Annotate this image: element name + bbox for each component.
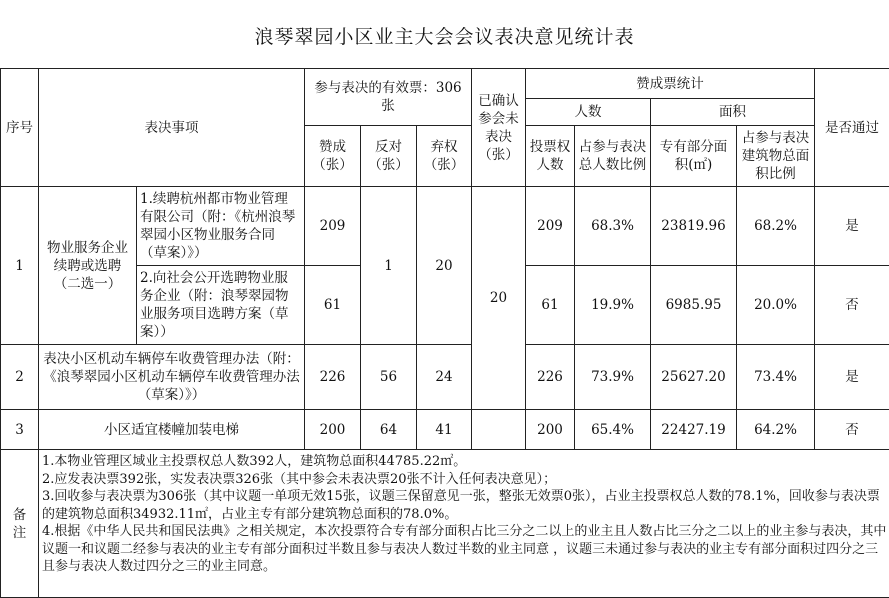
table-row bbox=[1, 345, 889, 410]
header-matter: 表决事项 bbox=[39, 69, 305, 187]
header-vote-people: 投票权人数 bbox=[526, 126, 575, 187]
row-seq: 1 bbox=[1, 187, 39, 345]
header-people-ratio: 占参与表决总人数比例 bbox=[575, 126, 651, 187]
row-area-ratio: 64.2% bbox=[737, 410, 815, 450]
note-item: 1.本物业管理区域业主投票权总人数392人，建筑物总面积44785.22㎡。 bbox=[42, 454, 467, 469]
row-matter: 物业服务企业续聘或选聘（二选一） bbox=[39, 187, 137, 345]
header-abstain: 弃权（张） bbox=[417, 126, 472, 187]
row-people: 226 bbox=[526, 345, 575, 410]
row-agree: 61 bbox=[305, 266, 361, 345]
note-item: 4.根据《中华人民共和国民法典》之相关规定，本次投票符合专有部分面积占比三分之二以上的业主且人数占比三分之二以上的业主参与表决，其中议题一和议题二经参与表决的业主专有部分面积过半数且参与表决人数过半数的业主同意 ，议题三未通过参与表决的业主专有部分面积过四分之三且参与表决人数过四分之三的业主同意。 bbox=[42, 524, 887, 574]
header-area: 面积 bbox=[651, 99, 815, 126]
row-abstain: 41 bbox=[417, 410, 472, 450]
row-passed: 是 bbox=[815, 345, 889, 410]
row-area: 22427.19 bbox=[651, 410, 737, 450]
row-passed: 否 bbox=[815, 410, 889, 450]
row-passed: 否 bbox=[815, 266, 889, 345]
row-seq: 3 bbox=[1, 410, 39, 450]
notes-row bbox=[1, 450, 889, 598]
notes-label: 备注 bbox=[1, 450, 39, 598]
row-oppose: 56 bbox=[361, 345, 417, 410]
header-seq: 序号 bbox=[1, 69, 39, 187]
header-people: 人数 bbox=[526, 99, 651, 126]
row-area: 6985.95 bbox=[651, 266, 737, 345]
header-exclusive-area: 专有部分面积(㎡) bbox=[651, 126, 737, 187]
notes-content bbox=[39, 450, 889, 598]
row-passed: 是 bbox=[815, 187, 889, 266]
row-agree: 200 bbox=[305, 410, 361, 450]
row-oppose: 64 bbox=[361, 410, 417, 450]
row-people: 61 bbox=[526, 266, 575, 345]
page-title: 浪琴翠园小区业主大会会议表决意见统计表 bbox=[254, 26, 635, 48]
header-stats: 赞成票统计 bbox=[526, 69, 815, 99]
row-abstain: 20 bbox=[417, 187, 472, 345]
row-people-ratio: 19.9% bbox=[575, 266, 651, 345]
row-agree: 226 bbox=[305, 345, 361, 410]
row-abstain: 24 bbox=[417, 345, 472, 410]
row-people: 200 bbox=[526, 410, 575, 450]
header-area-ratio: 占参与表决建筑物总面积比例 bbox=[737, 126, 815, 187]
row-people-ratio: 65.4% bbox=[575, 410, 651, 450]
row-option-text: 1.续聘杭州都市物业管理有限公司（附：《杭州浪琴翠园小区物业服务合同（草案）》） bbox=[137, 187, 305, 266]
row-agree: 209 bbox=[305, 187, 361, 266]
row-unvoted bbox=[472, 410, 526, 450]
row-area-ratio: 73.4% bbox=[737, 345, 815, 410]
row-oppose: 1 bbox=[361, 187, 417, 345]
row-people-ratio: 68.3% bbox=[575, 187, 651, 266]
header-oppose: 反对（张） bbox=[361, 126, 417, 187]
note-item: 3.回收参与表决票为306张（其中议题一单项无效15张，议题三保留意见一张，整张无效票0张），占业主投票权总人数的78.1%，回收参与表决票的建筑物总面积34932.11㎡，占业主专有部分建筑物总面积的78.0%。 bbox=[42, 489, 880, 522]
row-matter: 表决小区机动车辆停车收费管理办法（附：《浪琴翠园小区机动车辆停车收费管理办法（草案）》） bbox=[39, 345, 305, 410]
header-passed: 是否通过 bbox=[815, 69, 889, 187]
row-area-ratio: 68.2% bbox=[737, 187, 815, 266]
row-area-ratio: 20.0% bbox=[737, 266, 815, 345]
table-row bbox=[1, 410, 889, 450]
header-confirmed-unvoted: 已确认参会未表决（张） bbox=[472, 69, 526, 187]
vote-statistics-table bbox=[0, 68, 889, 598]
row-area: 25627.20 bbox=[651, 345, 737, 410]
row-people-ratio: 73.9% bbox=[575, 345, 651, 410]
row-seq: 2 bbox=[1, 345, 39, 410]
row-unvoted: 20 bbox=[472, 187, 526, 410]
row-people: 209 bbox=[526, 187, 575, 266]
row-option-text: 2.向社会公开选聘物业服务企业（附：浪琴翠园物业服务项目选聘方案（草案）） bbox=[137, 266, 305, 345]
row-matter: 小区适宜楼幢加装电梯 bbox=[39, 410, 305, 450]
header-valid-votes: 参与表决的有效票：306张 bbox=[305, 69, 472, 126]
header-agree: 赞成（张） bbox=[305, 126, 361, 187]
table-row bbox=[1, 187, 889, 266]
note-item: 2.应发表决票392张，实发表决票326张（其中参会未表决票20张不计入任何表决意见）； bbox=[42, 471, 557, 487]
row-area: 23819.96 bbox=[651, 187, 737, 266]
